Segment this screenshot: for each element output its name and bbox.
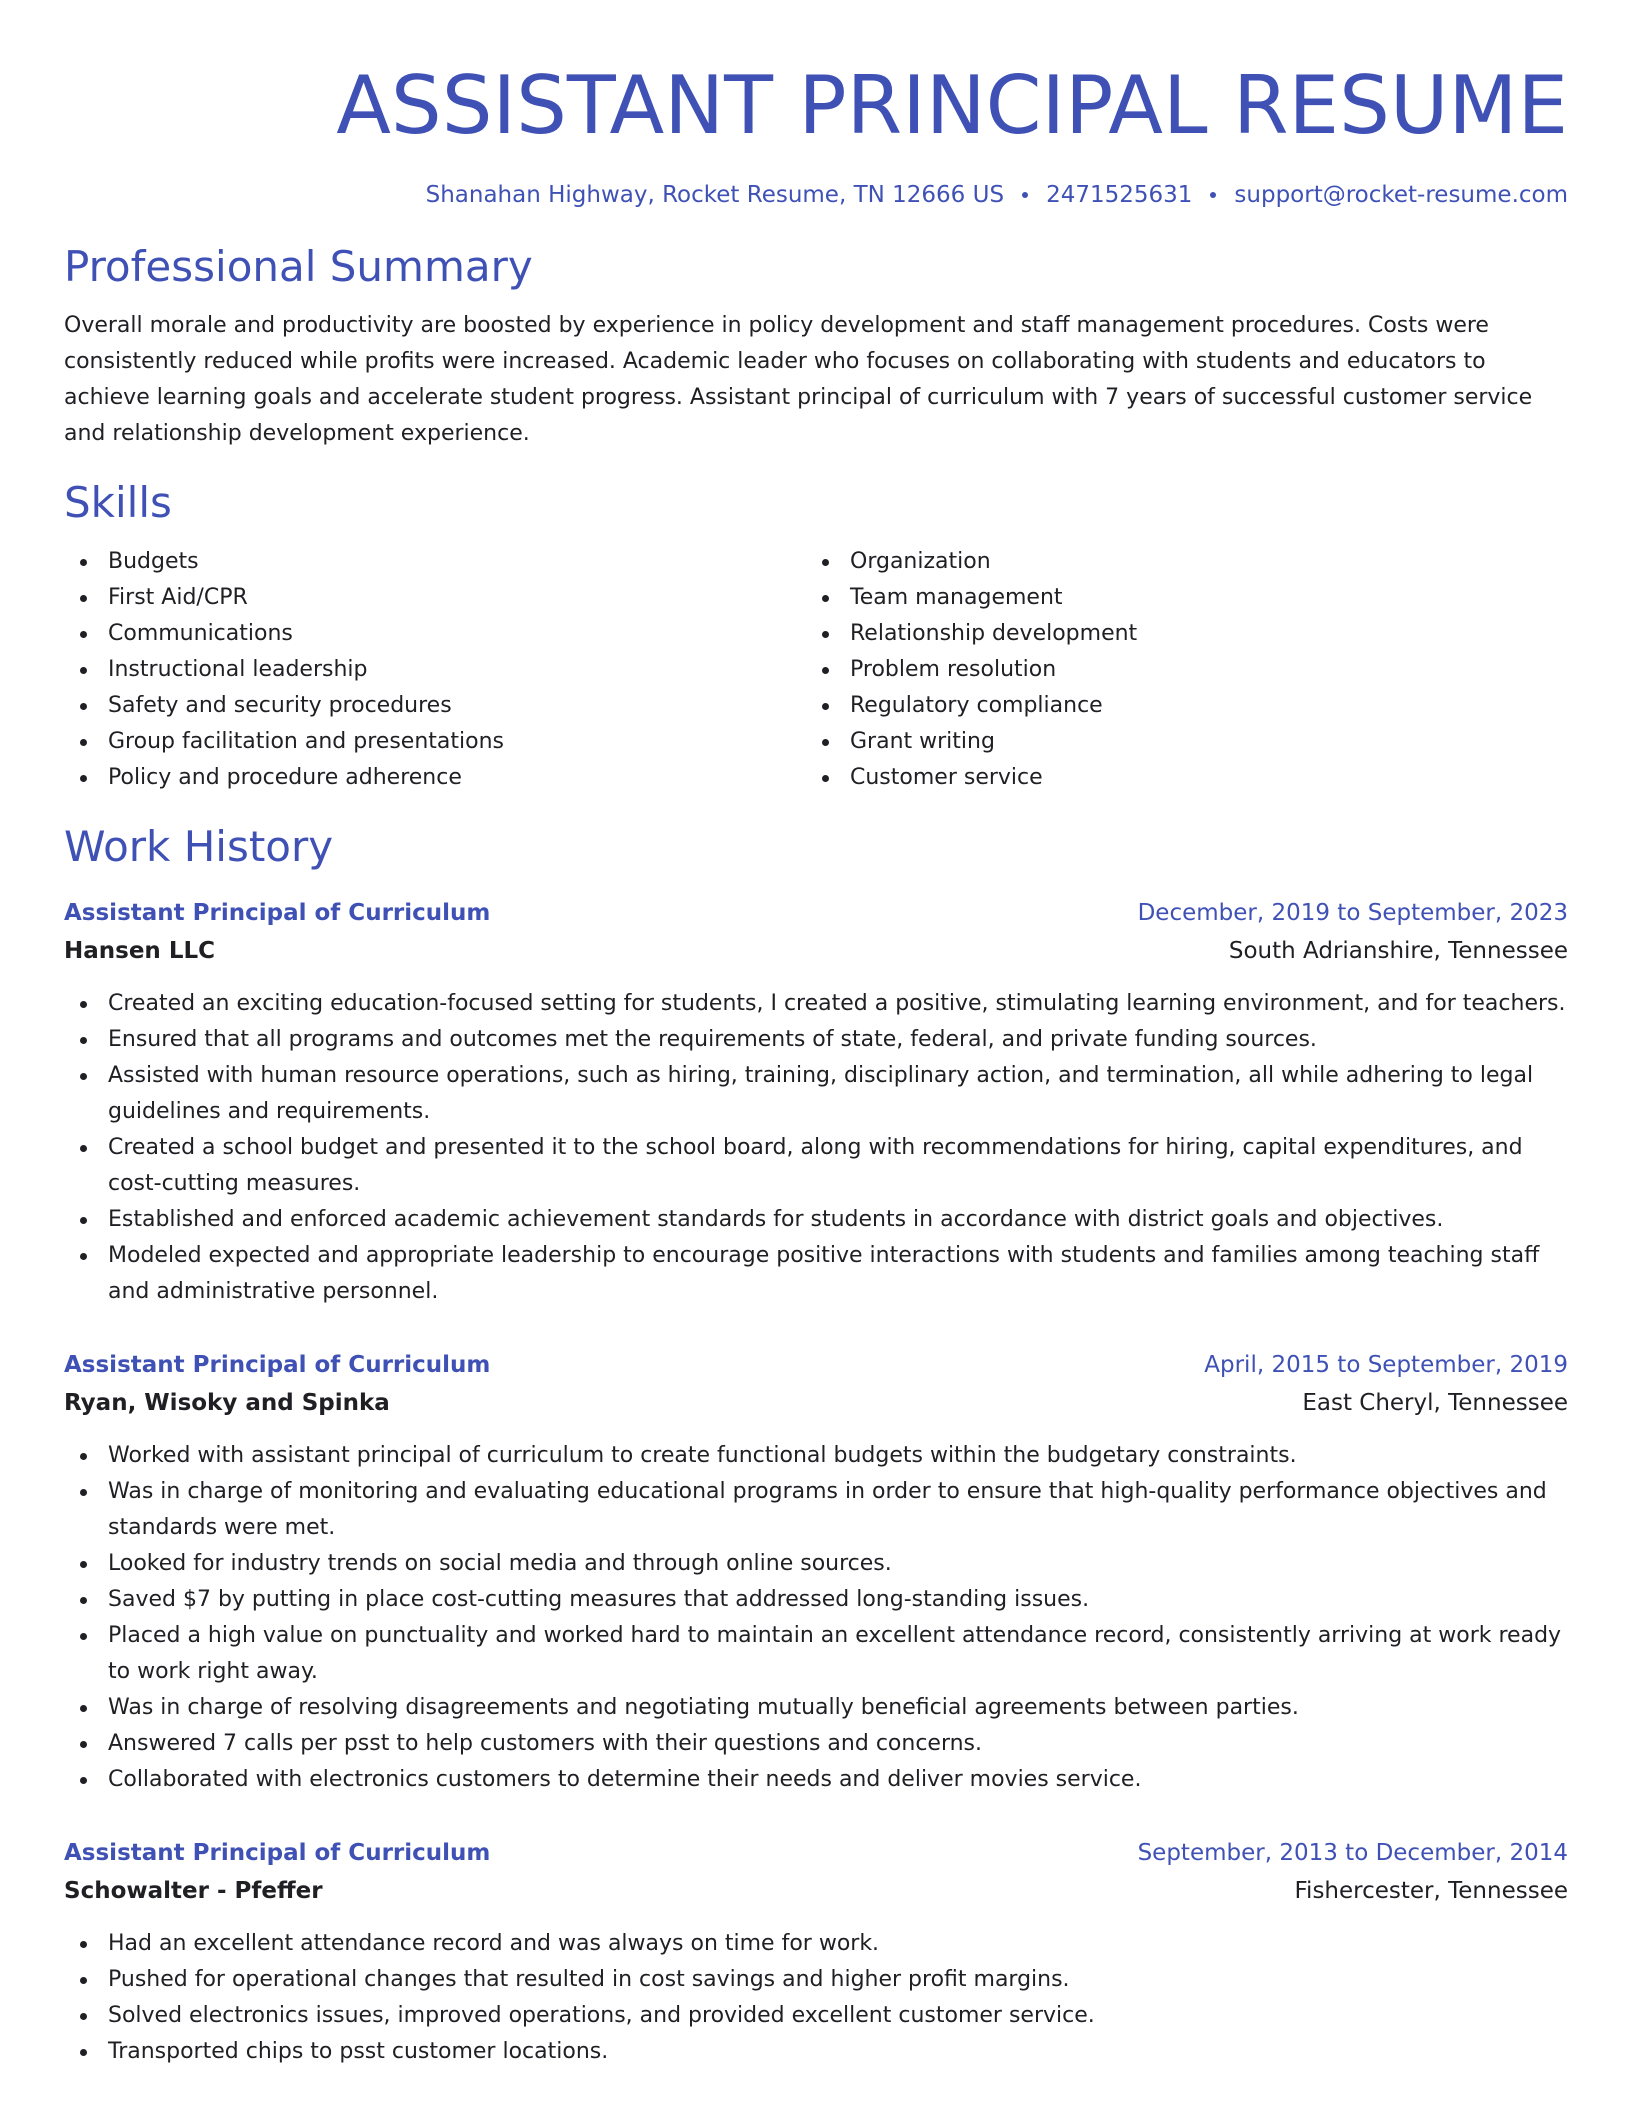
skills-column-left bbox=[64, 544, 806, 796]
skill-item: Instructional leadership bbox=[64, 652, 806, 688]
job-bullet: Worked with assistant principal of curriculum to create functional budgets within the budgetary constraints. bbox=[64, 1438, 1568, 1474]
job-bullet: Created an exciting education-focused setting for students, I created a positive, stimulating learning environment, and for teachers. bbox=[64, 986, 1568, 1022]
job-bullets bbox=[64, 1926, 1568, 2070]
skill-item: Communications bbox=[64, 616, 806, 652]
job-bullet: Created a school budget and presented it to the school board, along with recommendations for hiring, capital expenditures, and cost-cutting measures. bbox=[64, 1130, 1568, 1202]
contact-line bbox=[64, 180, 1568, 210]
job-bullet: Looked for industry trends on social media and through online sources. bbox=[64, 1546, 1568, 1582]
contact-email: support@rocket-resume.com bbox=[1234, 182, 1568, 208]
job-bullet: Was in charge of monitoring and evaluating educational programs in order to ensure that high-quality performance objectives and standards were met. bbox=[64, 1474, 1568, 1546]
skill-item: Problem resolution bbox=[806, 652, 1548, 688]
job-location: East Cheryl, Tennessee bbox=[1302, 1390, 1568, 1416]
job-title: Assistant Principal of Curriculum bbox=[64, 1840, 491, 1866]
resume-name: ASSISTANT PRINCIPAL RESUME bbox=[336, 59, 1568, 152]
skill-item: Policy and procedure adherence bbox=[64, 760, 806, 796]
job-bullet: Was in charge of resolving disagreements and negotiating mutually beneficial agreements between parties. bbox=[64, 1690, 1568, 1726]
skills-heading: Skills bbox=[64, 478, 172, 527]
skill-item: Grant writing bbox=[806, 724, 1548, 760]
job-bullet: Established and enforced academic achievement standards for students in accordance with district goals and objectives. bbox=[64, 1202, 1568, 1238]
job-location: Fishercester, Tennessee bbox=[1294, 1878, 1568, 1904]
job-bullet: Answered 7 calls per psst to help customers with their questions and concerns. bbox=[64, 1726, 1568, 1762]
job-title: Assistant Principal of Curriculum bbox=[64, 1352, 491, 1378]
job-company: Ryan, Wisoky and Spinka bbox=[64, 1390, 390, 1416]
job-bullets bbox=[64, 986, 1568, 1310]
job-bullets bbox=[64, 1438, 1568, 1798]
skill-item: First Aid/CPR bbox=[64, 580, 806, 616]
summary-text: Overall morale and productivity are boosted by experience in policy development and staff management procedures. Costs were consistently reduced while profits were increased. Academic leader who focuses on collaborating with students and educators to achieve learning goals and accelerate student progress. Assistant principal of curriculum with 7 years of successful customer service and relationship development experience. bbox=[64, 313, 1533, 446]
skill-item: Group facilitation and presentations bbox=[64, 724, 806, 760]
skill-item: Organization bbox=[806, 544, 1548, 580]
job-bullet: Saved $7 by putting in place cost-cutting measures that addressed long-standing issues. bbox=[64, 1582, 1568, 1618]
skills-list bbox=[64, 544, 1568, 796]
skill-item: Customer service bbox=[806, 760, 1548, 796]
separator-dot-icon bbox=[1210, 192, 1216, 198]
contact-phone: 2471525631 bbox=[1046, 182, 1193, 208]
job-dates: December, 2019 to September, 2023 bbox=[1137, 900, 1568, 926]
summary-heading: Professional Summary bbox=[64, 242, 533, 291]
job-bullet: Placed a high value on punctuality and worked hard to maintain an excellent attendance record, consistently arriving at work ready to work right away. bbox=[64, 1618, 1568, 1690]
job-entry bbox=[64, 894, 1568, 1310]
job-bullet: Ensured that all programs and outcomes met the requirements of state, federal, and private funding sources. bbox=[64, 1022, 1568, 1058]
job-bullet: Assisted with human resource operations, such as hiring, training, disciplinary action, and termination, all while adhering to legal guidelines and requirements. bbox=[64, 1058, 1568, 1130]
work-history-heading: Work History bbox=[64, 822, 334, 871]
skill-item: Regulatory compliance bbox=[806, 688, 1548, 724]
job-entry bbox=[64, 1834, 1568, 2070]
job-entry bbox=[64, 1346, 1568, 1798]
job-bullet: Pushed for operational changes that resulted in cost savings and higher profit margins. bbox=[64, 1962, 1568, 1998]
job-location: South Adrianshire, Tennessee bbox=[1228, 938, 1568, 964]
skill-item: Budgets bbox=[64, 544, 806, 580]
resume-header bbox=[64, 56, 1568, 210]
skill-item: Safety and security procedures bbox=[64, 688, 806, 724]
job-dates: April, 2015 to September, 2019 bbox=[1204, 1352, 1568, 1378]
job-company: Schowalter - Pfeffer bbox=[64, 1878, 323, 1904]
job-dates: September, 2013 to December, 2014 bbox=[1137, 1840, 1568, 1866]
separator-dot-icon bbox=[1022, 192, 1028, 198]
job-company: Hansen LLC bbox=[64, 938, 216, 964]
skills-column-right bbox=[806, 544, 1548, 796]
job-bullet: Had an excellent attendance record and was always on time for work. bbox=[64, 1926, 1568, 1962]
job-bullet: Collaborated with electronics customers to determine their needs and deliver movies service. bbox=[64, 1762, 1568, 1798]
skill-item: Relationship development bbox=[806, 616, 1548, 652]
job-bullet: Solved electronics issues, improved operations, and provided excellent customer service. bbox=[64, 1998, 1568, 2034]
job-bullet: Transported chips to psst customer locations. bbox=[64, 2034, 1568, 2070]
job-title: Assistant Principal of Curriculum bbox=[64, 900, 491, 926]
skill-item: Team management bbox=[806, 580, 1548, 616]
contact-address: Shanahan Highway, Rocket Resume, TN 12666 US bbox=[425, 182, 1005, 208]
job-bullet: Modeled expected and appropriate leadership to encourage positive interactions with students and families among teaching staff and administrative personnel. bbox=[64, 1238, 1568, 1310]
